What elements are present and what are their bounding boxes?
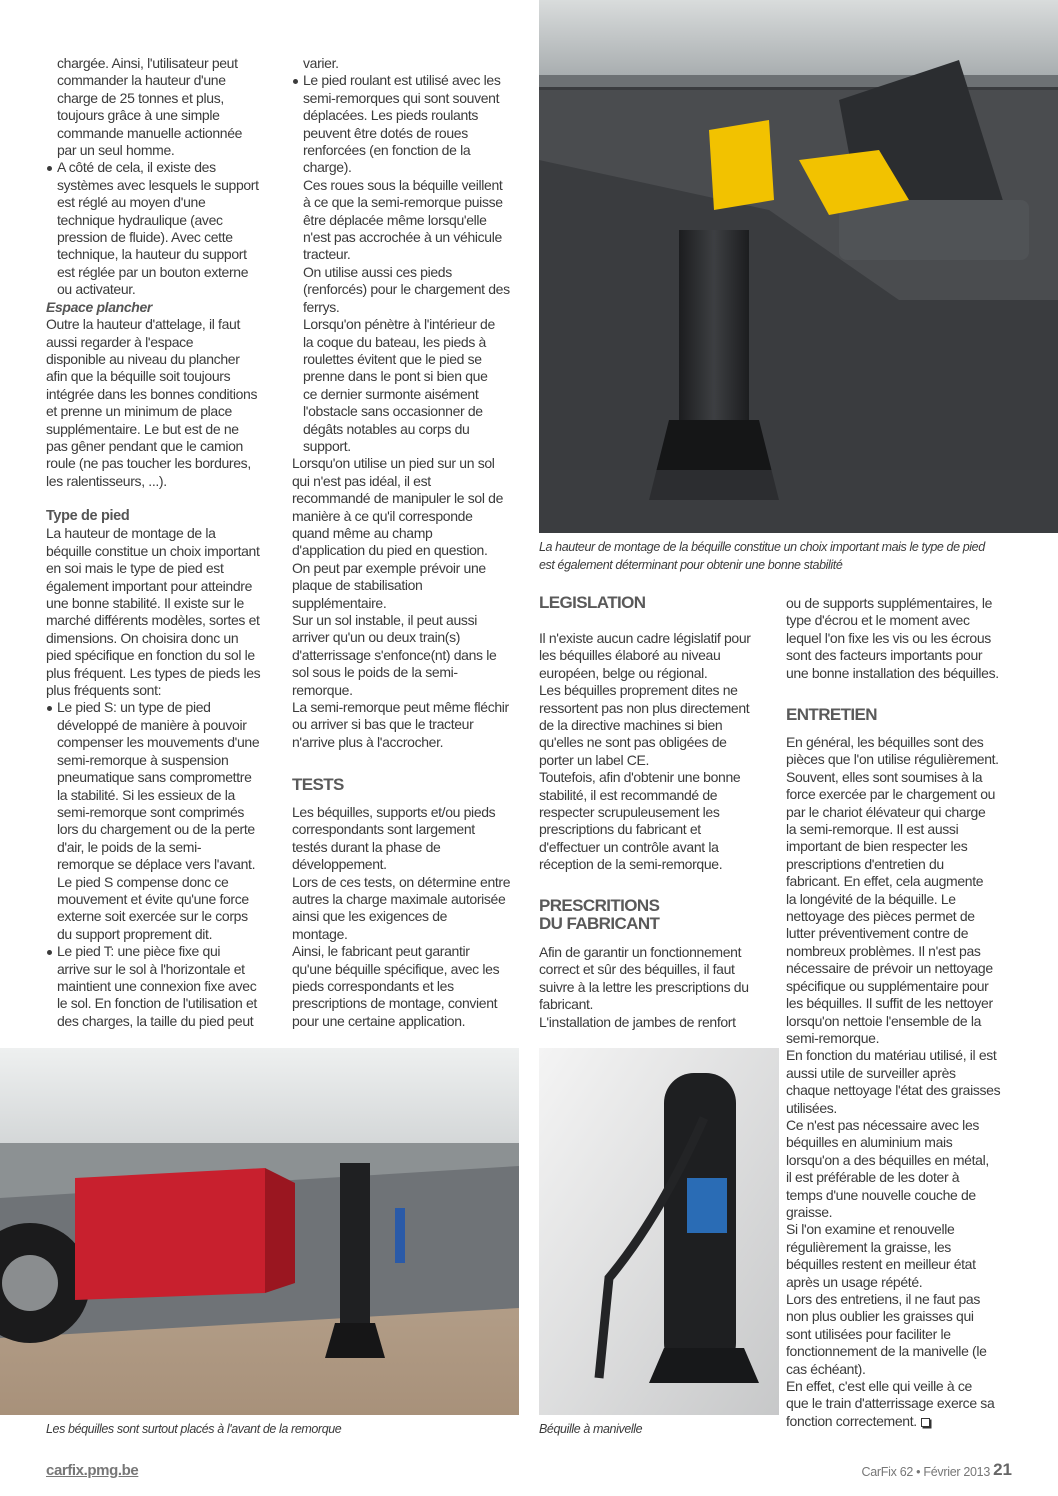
text-line: temps d'une nouvelle couche de (786, 1186, 976, 1203)
section-heading-prescriptions (539, 897, 659, 933)
text-line: Lorsqu'on utilise un pied sur un sol (292, 455, 495, 472)
text-line: mouvement et évite qu'une force (57, 890, 249, 907)
text-line: les béquilles élaboré au niveau (539, 647, 721, 664)
text-line: lorsqu'on nettoie l'ensemble de la (786, 1012, 982, 1029)
text-line: La semi-remorque peut même fléchir (292, 699, 509, 716)
text-line: force exercée par le chargement ou (786, 786, 996, 803)
text-line: ainsi que les exigences de (292, 908, 448, 925)
text-line: stabilité, il est recommandé de (539, 786, 718, 803)
text-line: On peut par exemple prévoir une (292, 559, 486, 576)
text-line: pieds correspondants et les (292, 978, 454, 995)
text-line: fonction correctement. (786, 1413, 1026, 1430)
text-line: Le pied T: une pièce fixe qui (46, 943, 276, 960)
subheading (46, 299, 276, 316)
text-line: fonctionnement de la manivelle (le (786, 1343, 987, 1360)
text-line: sol sous le poids de la semi- (292, 664, 458, 681)
text-line: Lors des entretiens, il ne faut pas (786, 1291, 980, 1307)
text-line: tracteur. (303, 246, 351, 263)
column-1-top (46, 55, 276, 490)
text-line: que le train d'atterrissage exerce sa (786, 1395, 995, 1412)
text-line: pour une certaine application. (292, 1012, 466, 1029)
text-line: technique hydraulique (avec (57, 211, 223, 228)
text-line: également important pour atteindre (46, 577, 253, 594)
text-line: (renforcés) pour le chargement des (303, 281, 510, 298)
text-line: d'air, le poids de la semi- (57, 838, 202, 855)
text-line: développement. (292, 856, 387, 873)
text-line: sont utilisées pour faciliter le (786, 1325, 951, 1342)
caption-line: est également déterminant pour obtenir une bonne stabilité (539, 557, 843, 572)
column-4-bottom (786, 734, 1026, 1430)
bullet-item (46, 699, 276, 943)
text-line: d'application du pied en question. (292, 542, 488, 559)
text-line: d'atterrissage s'enfonce(nt) dans le (292, 646, 497, 663)
text-line: la longévité de la béquille. Le (786, 890, 956, 907)
text-line: En général, les béquilles sont des (786, 734, 984, 750)
text-line: en soi mais le type de pied est (46, 560, 224, 577)
text-line: ou activateur. (57, 281, 136, 298)
text-line: il est préférable de les doter à (786, 1169, 960, 1186)
text-line: réception de la semi-remorque. (539, 856, 723, 873)
text-line: Outre la hauteur d'attelage, il faut (46, 316, 240, 333)
text-line: nécessaire de prévoir un nettoyage (786, 960, 993, 977)
text-line: type d'écrou et le moment avec (786, 612, 970, 629)
text-line: maintient une connexion fixe avec (57, 977, 257, 994)
paragraph (46, 316, 276, 490)
text-line: dimensions. On choisira donc un (46, 629, 239, 646)
text-line: Il n'existe aucun cadre législatif pour (539, 630, 751, 646)
text-line: Souvent, elles sont soumises à la (786, 768, 983, 785)
text-line: Lors de ces tests, on détermine entre (292, 873, 511, 890)
text-line: utilisées. (786, 1099, 837, 1116)
column-1-bottom (46, 508, 276, 1030)
text-line: graisse. (786, 1203, 833, 1220)
text-line: par un seul homme. (57, 142, 175, 159)
text-line: ou arriver si bas que le tracteur (292, 716, 474, 733)
text-line: En effet, c'est elle qui veille à ce (786, 1378, 972, 1395)
text-line: supplémentaire. (292, 594, 387, 611)
text-line: la semi-remorque. Il est aussi (786, 821, 959, 838)
text-line: béquilles restent en meilleur état (786, 1256, 976, 1273)
text-line: porter un label CE. (539, 751, 650, 768)
text-line: une bonne installation des béquilles. (786, 664, 999, 681)
text-line: déplacées. Les pieds roulants (303, 107, 479, 124)
text-line: Sur un sol instable, il peut aussi (292, 612, 477, 628)
text-line: béquilles en aluminium mais (786, 1134, 953, 1151)
text-line: Ces roues sous la béquille veillent (303, 176, 503, 193)
text-line: Ce n'est pas nécessaire avec les (786, 1116, 980, 1133)
text-line: supplémentaire. Le but est de ne (46, 420, 239, 437)
text-line: qu'elles ne sont pas obligées de (539, 734, 727, 751)
text-line: Le pied roulant est utilisé avec les (292, 72, 527, 89)
text-line: Les béquilles, supports et/ou pieds (292, 804, 496, 820)
bullet-item (46, 159, 276, 298)
text-line: la coque du bateau, les pieds à (303, 333, 486, 350)
paragraph (292, 316, 527, 455)
text-line: Type de pied (46, 508, 130, 524)
text-line: à ce que la semi-remorque puisse (303, 194, 503, 211)
text-line: pneumatique sans compromettre (57, 769, 252, 786)
paragraph (539, 630, 774, 874)
paragraph (786, 595, 1026, 682)
text-line: externe soit exercée sur le corps (57, 908, 248, 925)
text-line: intégrée dans les bonnes conditions (46, 385, 258, 402)
text-line: nettoyage des pièces permet de (786, 908, 975, 925)
text-line: fabricant. En effet, cela augmente (786, 873, 984, 890)
text-line: n'arrive plus à l'accrocher. (292, 733, 444, 750)
text-line: les ralentisseurs, ...). (46, 472, 167, 489)
text-line: Ainsi, le fabricant peut garantir (292, 943, 470, 960)
text-line: fabricant. (539, 996, 594, 1013)
text-line: remorque se déplace vers l'avant. (57, 856, 256, 873)
text-line: semi-remorque. (786, 1029, 880, 1046)
text-line: Afin de garantir un fonctionnement (539, 944, 742, 960)
text-line: La hauteur de montage de la (46, 525, 216, 542)
text-line: Le pied S: un type de pied (46, 699, 276, 716)
text-line: charge de 25 tonnes et plus, (57, 89, 224, 106)
text-line: lequel l'on fixe les vis ou les écrous (786, 629, 991, 646)
text-line: est réglé au moyen d'une (57, 194, 206, 211)
text-line: compenser les mouvements d'une (57, 734, 260, 751)
text-line: régulièrement la graisse, les (786, 1238, 951, 1255)
text-line: pièces que l'on utilise régulièrement. (786, 751, 999, 768)
text-line: disponible au niveau du plancher (46, 350, 240, 367)
text-line: suivre à la lettre les prescriptions du (539, 978, 749, 995)
subheading (46, 508, 276, 525)
text-line: spécifique ou supplémentaire pour (786, 977, 989, 994)
text-line: montage. (292, 925, 348, 942)
text-line: par le chariot élévateur qui charge (786, 803, 986, 820)
text-line: roule (ne pas toucher les bordures, (46, 455, 251, 472)
text-line: lorsqu'on a des béquilles en métal, (786, 1151, 989, 1168)
bullet-item (46, 943, 276, 1030)
text-line: dégâts notables au corps du (303, 420, 470, 437)
page-number: 21 (993, 1460, 1012, 1479)
text-line: remorque. (292, 681, 353, 698)
text-line: Toutefois, afin d'obtenir une bonne (539, 769, 741, 786)
text-line: béquille constitue un choix important (46, 542, 260, 559)
text-line: aussi utile de surveiller après (786, 1064, 956, 1081)
text-line: important de bien respecter les (786, 838, 968, 855)
text-line: ce dernier surmonte aisément (303, 385, 479, 402)
photo-crank-landing-gear (539, 1048, 779, 1415)
text-line: des charges, la taille du pied peut (57, 1012, 254, 1029)
paragraph (46, 525, 276, 699)
text-line: Si l'on examine et renouvelle (786, 1221, 955, 1238)
text-line: technique, la hauteur du support (57, 246, 247, 263)
column-2-top (292, 55, 527, 751)
section-heading-legislation: LEGISLATION (539, 593, 646, 612)
text-line: cas échéant). (786, 1360, 866, 1377)
text-line: manière à ce qu'il corresponde (292, 507, 473, 524)
text-line: chargée. Ainsi, l'utilisateur peut (57, 55, 238, 71)
text-line: ou de supports supplémentaires, le (786, 595, 993, 611)
text-line: arriver qu'un ou deux train(s) (292, 629, 461, 646)
section-heading-entretien: ENTRETIEN (786, 705, 877, 724)
paragraph (539, 944, 774, 1031)
text-line: recommandé de manipuler le sol de (292, 490, 504, 507)
text-line: commande manuelle actionnée (57, 124, 243, 141)
paragraph (46, 55, 276, 159)
text-line: Lorsqu'on pénètre à l'intérieur de (303, 316, 495, 333)
photo-trailer-landing-gear (0, 1048, 519, 1415)
text-line: A côté de cela, il existe des (46, 159, 276, 176)
text-line: marché différents modèles, sortes et (46, 612, 260, 629)
text-line: respecter scrupuleusement les (539, 804, 720, 821)
issue-info: CarFix 62 • Février 2013 (861, 1465, 990, 1479)
photo-caption-top (539, 539, 985, 574)
heading-line: DU FABRICANT (539, 914, 660, 933)
photo-caption-bottom-left: Les béquilles sont surtout placés à l'avant de la remorque (46, 1422, 342, 1436)
text-line: le sol. En fonction de l'utilisation et (57, 995, 257, 1012)
text-line: chaque nettoyage l'état des graisses (786, 1082, 1001, 1099)
text-line: prescriptions d'entretien du (786, 855, 944, 872)
text-line: L'installation de jambes de renfort (539, 1013, 736, 1030)
text-line: quand même au champ (292, 524, 433, 541)
text-line: après un usage répété. (786, 1273, 923, 1290)
text-line: charge). (303, 159, 352, 176)
text-line: autres la charge maximale autorisée (292, 891, 506, 908)
paragraph (786, 734, 1026, 1430)
text-line: prenne dans le pont si bien que (303, 368, 488, 385)
text-line: semi-remorque à suspension (57, 751, 229, 768)
paragraph (292, 455, 527, 751)
text-line: pas gêner pendant que le camion (46, 437, 243, 454)
text-line: afin que la béquille soit toujours (46, 368, 231, 385)
text-line: et prenne un minimum de place (46, 403, 232, 420)
text-line: prescriptions du fabricant et (539, 821, 701, 838)
text-line: lutter préventivement contre de (786, 925, 969, 942)
column-3-top (539, 630, 774, 874)
text-line: qu'une béquille spécifique, avec les (292, 960, 500, 977)
section-heading-tests: TESTS (292, 775, 344, 794)
text-line: prescriptions de montage, convient (292, 995, 498, 1012)
text-line: être déplacée même lorsqu'elle (303, 211, 487, 228)
text-line: peuvent être dotés de roues (303, 124, 468, 141)
text-line: européen, belge ou régional. (539, 664, 708, 681)
text-line: qui n'est pas idéal, il est (292, 472, 431, 489)
text-line: En fonction du matériau utilisé, il est (786, 1047, 997, 1064)
text-line: l'obstacle sans occasionner de (303, 403, 483, 420)
text-line: Le pied S compense donc ce (57, 873, 229, 890)
text-line: roulettes évitent que le pied se (303, 350, 482, 367)
text-line: une bonne stabilité. Il existe sur le (46, 595, 244, 612)
text-line: lors du chargement ou de la perte (57, 821, 255, 838)
paragraph (292, 804, 527, 1030)
text-line: semi-remorques qui sont souvent (303, 89, 500, 106)
text-line: correspondants sont largement (292, 821, 475, 838)
text-line: support. (303, 437, 351, 454)
text-line: développé de manière à pouvoir (57, 716, 247, 733)
text-line: ressortent pas non plus directement (539, 699, 750, 716)
text-line: la stabilité. Si les essieux de la (57, 786, 235, 803)
text-line: On utilise aussi ces pieds (303, 263, 452, 280)
text-line: ferrys. (303, 298, 340, 315)
column-3-bottom (539, 944, 774, 1031)
text-line: de la directive machines si bien (539, 717, 723, 734)
text-line: du support proprement dit. (57, 925, 213, 942)
text-line: pression de fluide). Avec cette (57, 229, 233, 246)
text-line: sont des facteurs importants pour (786, 647, 983, 664)
text-line: toujours grâce à une simple (57, 107, 220, 124)
text-line: plus fréquents sont: (46, 682, 162, 699)
text-line: Espace plancher (46, 298, 153, 315)
text-line: semi-remorque sont comprimés (57, 803, 245, 820)
text-line: aussi regarder à l'espace (46, 333, 194, 350)
text-line: pied spécifique en fonction du sol le (46, 647, 255, 664)
website-link[interactable]: carfix.pmg.be (46, 1462, 139, 1479)
heading-line: PRESCRITIONS (539, 896, 660, 915)
bullet-item (292, 72, 527, 176)
text-line: d'effectuer un contrôle avant la (539, 838, 719, 855)
paragraph (292, 264, 527, 316)
text-line: les béquilles. Il suffit de les nettoyer (786, 995, 993, 1012)
text-line: est réglée par un bouton externe (57, 263, 249, 280)
text-line: correct et sûr des béquilles, il faut (539, 961, 735, 978)
text-line: plus fréquent. Les types de pieds les (46, 664, 261, 681)
text-line: plaque de stabilisation (292, 577, 423, 594)
column-2-bottom (292, 804, 527, 1030)
text-line: testés durant la phase de (292, 838, 441, 855)
text-line: Les béquilles proprement dites ne (539, 682, 738, 699)
text-line: systèmes avec lesquels le support (57, 176, 259, 193)
text-line: non plus oublier les graisses qui (786, 1308, 974, 1325)
paragraph (292, 55, 527, 72)
text-line: nombreux problèmes. Il n'est pas (786, 942, 981, 959)
end-mark-icon (921, 1418, 930, 1427)
photo-caption-crank: Béquille à manivelle (539, 1422, 643, 1436)
text-line: renforcées (en fonction de la (303, 142, 471, 159)
text-line: varier. (303, 55, 339, 71)
photo-landing-gear-closeup (539, 0, 1058, 533)
column-4-top (786, 595, 1026, 682)
text-line: arrive sur le sol à l'horizontale et (57, 960, 245, 977)
text-line: n'est pas accrochée à un véhicule (303, 229, 502, 246)
text-line: commander la hauteur d'une (57, 72, 226, 89)
paragraph (292, 177, 527, 264)
caption-line: La hauteur de montage de la béquille constitue un choix important mais le type de pied (539, 540, 985, 554)
